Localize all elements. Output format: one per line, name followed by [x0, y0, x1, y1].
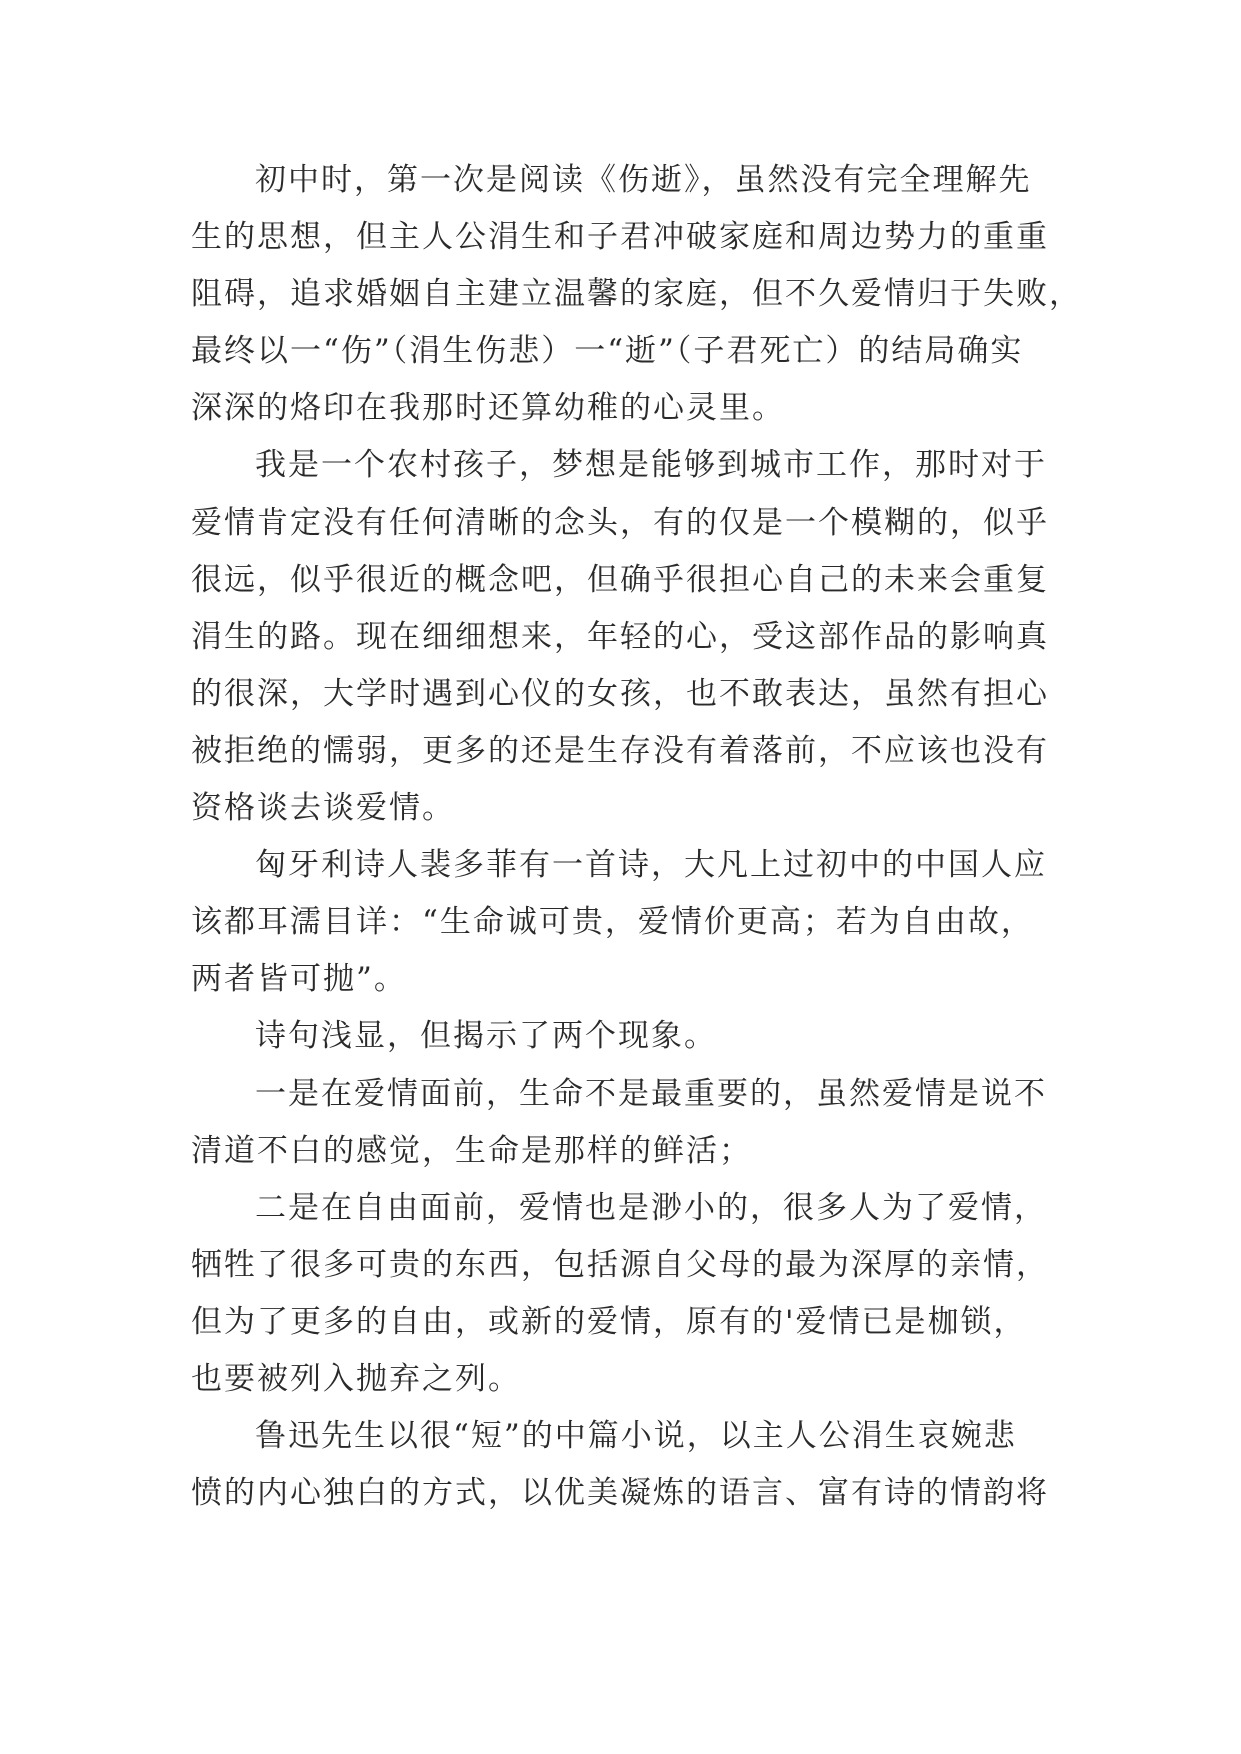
- text-line: 该都耳濡目详：“生命诚可贵，爱情价更高；若为自由故，: [191, 904, 1034, 941]
- text-line: 的很深，大学时遇到心仪的女孩，也不敢表达，虽然有担心: [191, 675, 1049, 712]
- text-line: 很远，似乎很近的概念吧，但确乎很担心自己的未来会重复: [191, 561, 1049, 598]
- text-line: 爱情肯定没有任何清晰的念头，有的仅是一个模糊的，似乎: [191, 504, 1049, 541]
- text-line: 涓生的路。现在细细想来，年轻的心，受这部作品的影响真: [191, 618, 1049, 655]
- text-line: 一是在爱情面前，生命不是最重要的，虽然爱情是说不: [255, 1075, 1047, 1112]
- paragraph: [191, 152, 1082, 437]
- paragraph: [191, 1008, 1051, 1065]
- text-line: 生的思想，但主人公涓生和子君冲破家庭和周边势力的重重: [191, 219, 1049, 256]
- document-body: [191, 152, 1082, 1522]
- text-line: 诗句浅显，但揭示了两个现象。: [255, 1018, 717, 1055]
- paragraph: [191, 1180, 1051, 1408]
- text-line: 最终以一“伤”（涓生伤悲）一“逝”（子君死亡）的结局确实: [191, 333, 1024, 370]
- paragraph: [191, 1408, 1051, 1522]
- text-line: 两者皆可抛”。: [191, 961, 407, 998]
- text-line: 但为了更多的自由，或新的爱情，原有的'爱情已是枷锁，: [191, 1303, 1027, 1340]
- text-line: 资格谈去谈爱情。: [191, 790, 455, 827]
- text-line: 二是在自由面前，爱情也是渺小的，很多人为了爱情，: [255, 1189, 1047, 1226]
- text-line: 也要被列入抛弃之列。: [191, 1360, 521, 1397]
- text-line: 牺牲了很多可贵的东西，包括源自父母的最为深厚的亲情，: [191, 1246, 1049, 1283]
- text-line: 初中时，第一次是阅读《伤逝》，虽然没有完全理解先: [255, 162, 1032, 198]
- paragraph: [191, 837, 1051, 1008]
- paragraph: [191, 1066, 1051, 1180]
- text-line: 鲁迅先生以很“短”的中篇小说，以主人公涓生哀婉悲: [255, 1418, 1017, 1455]
- text-line: 深深的烙印在我那时还算幼稚的心灵里。: [191, 390, 785, 427]
- text-line: 我是一个农村孩子，梦想是能够到城市工作，那时对于: [255, 447, 1047, 484]
- text-line: 被拒绝的懦弱，更多的还是生存没有着落前，不应该也没有: [191, 732, 1049, 769]
- text-line: 愤的内心独白的方式，以优美凝炼的语言、富有诗的情韵将: [191, 1475, 1049, 1512]
- text-line: 清道不白的感觉，生命是那样的鲜活；: [191, 1132, 752, 1169]
- text-line: 阻碍，追求婚姻自主建立温馨的家庭，但不久爱情归于失败，: [191, 276, 1082, 313]
- text-line: 匈牙利诗人裴多菲有一首诗，大凡上过初中的中国人应: [255, 847, 1047, 884]
- paragraph: [191, 437, 1051, 837]
